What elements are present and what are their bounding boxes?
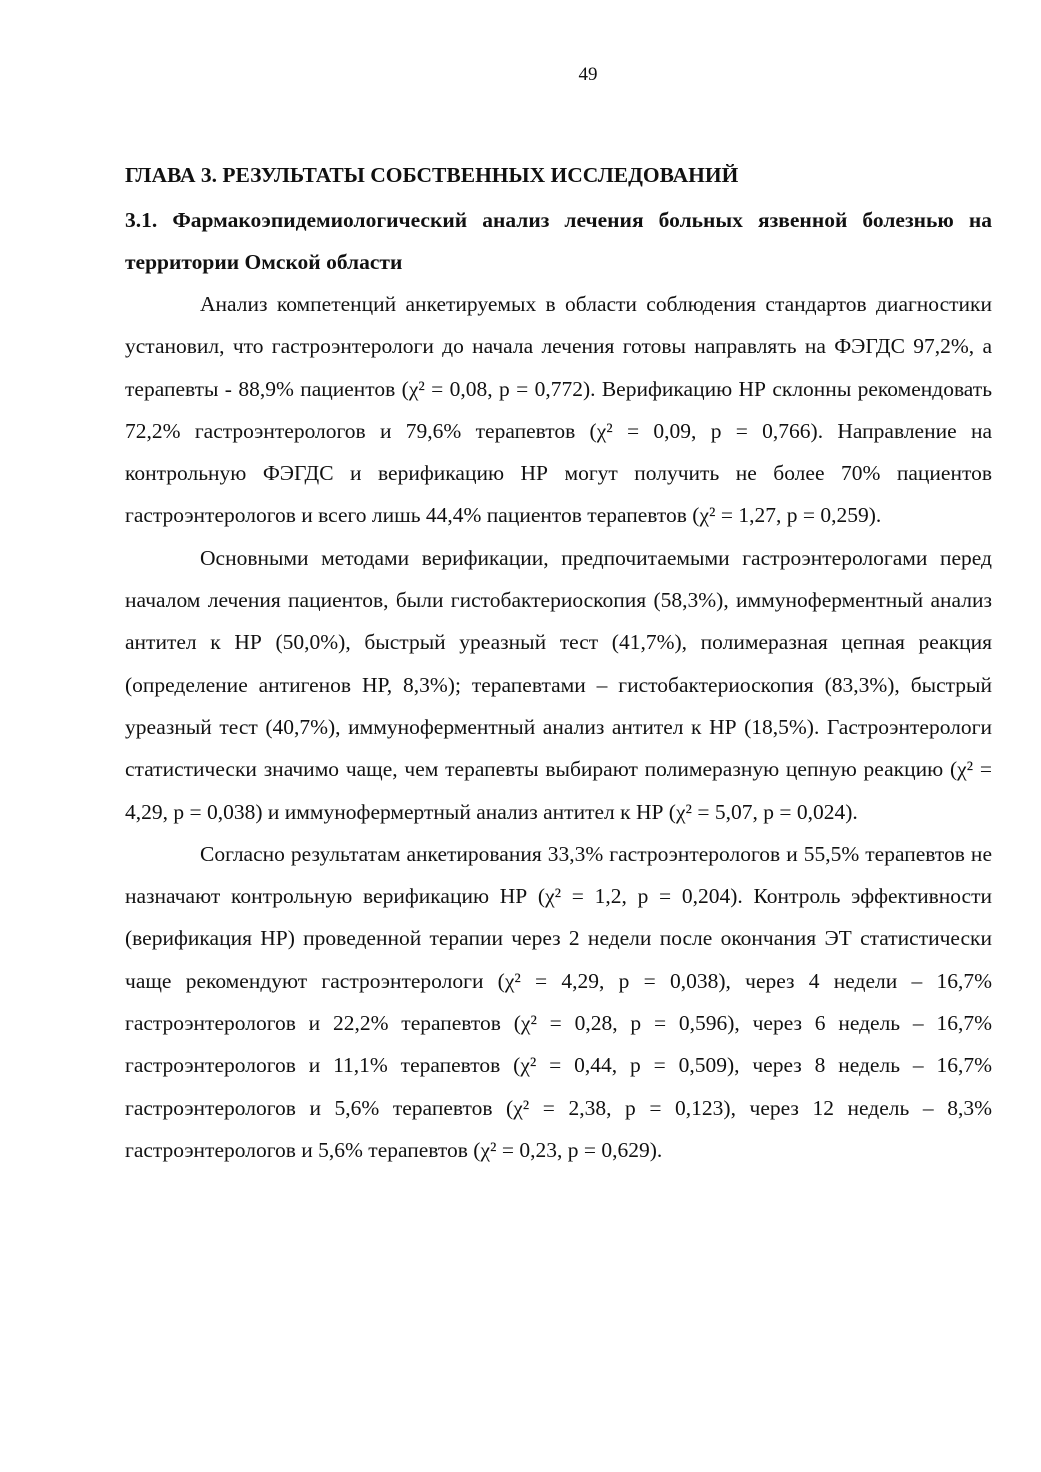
paragraph-verification-methods: Основными методами верификации, предпочитаемыми гастроэнтерологами перед началом лечения пациентов, были гистобактериоскопия (58,3%), иммуноферментный анализ антител к НР (50,0%), быстрый уреазный тест (41,7%), полимеразная цепная реакция (определение антигенов НР, 8,3%); терапевтами – гистобактериоскопия (83,3%), быстрый уреазный тест (40,7%), иммуноферментный анализ антител к НР (18,5%). Гастроэнтерологи статистически значимо чаще, чем терапевты выбирают полимеразную цепную реакцию (χ² = 4,29, p = 0,038) и иммунофермертный анализ антител к НР (χ² = 5,07, p = 0,024). [125,545,992,824]
paragraph-diagnostics-standards: Анализ компетенций анкетируемых в области соблюдения стандартов диагностики установил, что гастроэнтерологи до начала лечения готовы направлять на ФЭГДС 97,2%, а терапевты - 88,9% пациентов (χ² = 0,08, p = 0,772). Верификацию НР склонны рекомендовать 72,2% гастроэнтерологов и 79,6% терапевтов (χ² = 0,09, p = 0,766). Направление на контрольную ФЭГДС и верификацию НР могут получить не более 70% пациентов гастроэнтерологов и всего лишь 44,4% пациентов терапевтов (χ² = 1,27, p = 0,259). [125,292,992,528]
paragraph-control-verification: Согласно результатам анкетирования 33,3% гастроэнтерологов и 55,5% терапевтов не назначают контрольную верификацию НР (χ² = 1,2, p = 0,204). Контроль эффективности (верификация НР) проведенной терапии через 2 недели после окончания ЭТ статистически чаще рекомендуют гастроэнтерологи (χ² = 4,29, p = 0,038), через 4 недели – 16,7% гастроэнтерологов и 22,2% терапевтов (χ² = 0,28, p = 0,596), через 6 недель – 16,7% гастроэнтерологов и 11,1% терапевтов (χ² = 0,44, p = 0,509), через 8 недель – 16,7% гастроэнтерологов и 5,6% терапевтов (χ² = 2,38, p = 0,123), через 12 недель – 8,3% гастроэнтерологов и 5,6% терапевтов (χ² = 0,23, p = 0,629). [125,841,992,1162]
page-number: 49 [578,64,598,85]
page-content [125,154,992,1171]
section-title: 3.1. Фармакоэпидемиологический анализ лечения больных язвенной болезнью на территории Омской области [125,208,992,274]
chapter-title: ГЛАВА 3. РЕЗУЛЬТАТЫ СОБСТВЕННЫХ ИССЛЕДОВАНИЙ [125,163,739,187]
